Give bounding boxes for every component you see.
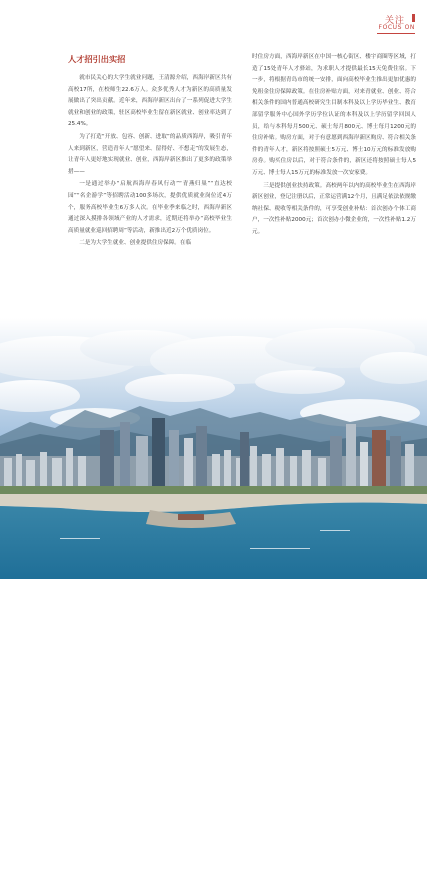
- header-section-subtitle: FOCUS ON: [378, 24, 415, 31]
- page-number: 029: [391, 867, 406, 876]
- article-column-right: [252, 52, 416, 240]
- body-paragraph: 一是通过举办“启航西海岸春风行动”“青燕归巢”“直达校园”“名企游学”等招聘活动100多场次，提供优质就业岗位近4万个，服务高校毕业生6万多人次。在毕业季来临之时，西海岸新区通过深入摸排各领域产业的人才需求，近期还将举办“高校毕业生高质量就业巡回招聘周”等活动，新推出近2万个优质岗位。: [68, 181, 232, 234]
- body-paragraph: 就市民关心的大学生就业问题，王清源介绍，西海岸新区共有高校17所，在校师生22.6万人。众多优秀人才为新区的高质量发展做出了突出贡献。近年来，西海岸新区出台了一系列促进大学生就业和创业的政策，驻区高校毕业生留在新区就业、创业率达到了25.4%。: [68, 75, 232, 128]
- coastal-city-skyline-photo: [0, 318, 427, 876]
- header-section-title: 关注: [384, 16, 405, 26]
- section-heading: 人才招引出实招: [68, 54, 126, 64]
- header-rule: [377, 33, 415, 34]
- body-paragraph: 三是提供创业扶持政策。高校两年以内的高校毕业生在西海岸新区创业，登记注册以后，正常运营满12个月，且满足依法依规缴纳社保、税收等相关条件的，可享受创业补贴：首次创办个体工商户，一次性补贴2000元；首次创办小微企业的，一次性补贴1.2万元。: [252, 182, 416, 235]
- body-paragraph: 二是为大学生就业、创业提供住房保障。在临: [79, 240, 192, 247]
- page-header: [0, 0, 427, 40]
- header-accent-mark: [412, 14, 415, 22]
- article-column-left: [68, 54, 232, 251]
- body-paragraph: 时住房方面，西海岸新区在中国一核心街区、楼宇商圈等区域，打造了15处青年人才驿站，为求职人才提供最长15天免费住宿。下一步，将根据青岛市的统一安排，面向高校毕业生推出更加优惠的免租金住房保障政策。在住房补贴方面，对来青就业、创业、符合相关条件的国内普通高校研究生目制本科及以上学历毕业生、教育部留学服务中心国外学历学位认证的本科及以上学历留学回国人员，给与本科每月500元、硕士每月800元、博士每月1200元的住房补贴。购房方面，对于有意愿到西海岸新区购房、符合相关条件的青年人才，新区将按照硕士5万元、博士10万元的标准发放购房券。购买住房以后，对于符合条件的，新区还将按照硕士每人5万元、博士每人15万元的标准发放一次安家费。: [252, 54, 416, 176]
- body-paragraph: 为了打造“开放、包容、创新、进取”的品质西海岸，吸引青年人来到新区，营造青年人“愿望来、留得好、不想走”的发展生态，让青年人更好地实现就业、创业，西海岸新区推出了更多的政策举措——: [68, 133, 232, 175]
